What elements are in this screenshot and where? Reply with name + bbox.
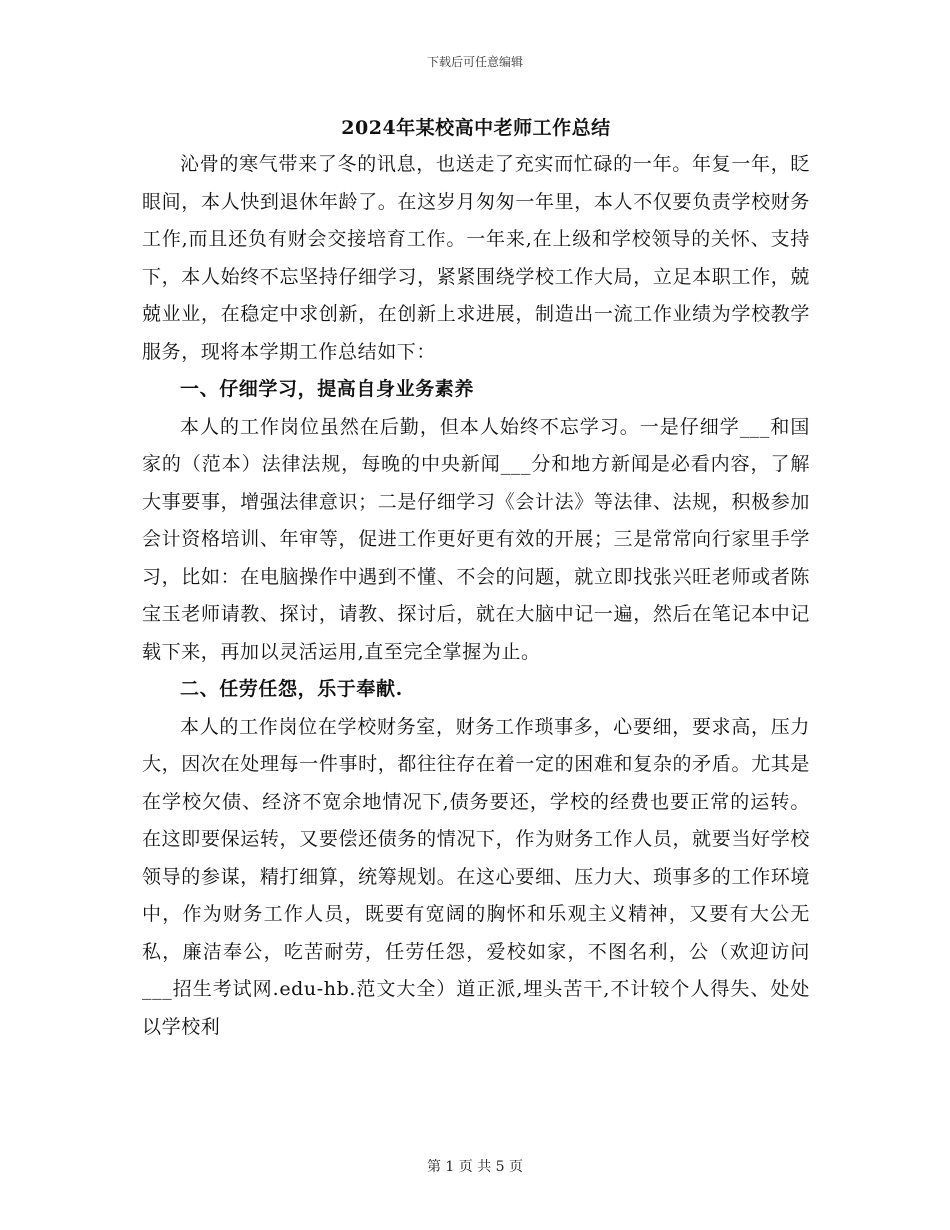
- section-2-heading: 二、任劳任怨，乐于奉献.: [180, 678, 403, 700]
- document-body: [142, 110, 810, 1046]
- section-1-paragraph: 本人的工作岗位虽然在后勤，但本人始终不忘学习。一是仔细学___和国家的（范本）法律法规，每晚的中央新闻___分和地方新闻是必看内容，了解大事要事，增强法律意识；二是仔细学习《会计法》等法律、法规，积极参加会计资格培训、年审等，促进工作更好更有效的开展；三是常常向行家里手学习，比如：在电脑操作中遇到不懂、不会的问题，就立即找张兴旺老师或者陈宝玉老师请教、探讨，请教、探讨后，就在大脑中记一遍，然后在笔记本中记载下来，再加以灵活运用,直至完全掌握为止。: [142, 415, 810, 663]
- page-number: 第 1 页 共 5 页: [426, 1159, 524, 1175]
- page-header-note: 下载后可任意编辑: [426, 55, 523, 69]
- intro-paragraph: 沁骨的寒气带来了冬的讯息，也送走了充实而忙碌的一年。年复一年，眨眼间，本人快到退休年龄了。在这岁月匆匆一年里，本人不仅要负责学校财务工作,而且还负有财会交接培育工作。一年来,在上级和学校领导的关怀、支持下，本人始终不忘坚持仔细学习，紧紧围绕学校工作大局，立足本职工作，兢兢业业，在稳定中求创新，在创新上求进展，制造出一流工作业绩为学校教学服务，现将本学期工作总结如下：: [142, 153, 810, 363]
- section-1-heading: 一、仔细学习，提高自身业务素养: [180, 378, 475, 400]
- section-2-paragraph: 本人的工作岗位在学校财务室，财务工作琐事多，心要细，要求高，压力大，因次在处理每一件事时，都往往存在着一定的困难和复杂的矛盾。尤其是在学校欠债、经济不宽余地情况下,债务要还，学校的经费也要正常的运转。在这即要保运转，又要偿还债务的情况下，作为财务工作人员，就要当好学校领导的参谋，精打细算，统筹规划。在这心要细、压力大、琐事多的工作环境中，作为财务工作人员，既要有宽阔的胸怀和乐观主义精神，又要有大公无私，廉洁奉公，吃苦耐劳，任劳任怨，爱校如家，不图名利，公（欢迎访问___招生考试网.edu-hb.范文大全）道正派,埋头苦干,不计较个人得失、处处以学校利: [142, 715, 810, 1038]
- document-title: 2024年某校高中老师工作总结: [341, 117, 611, 139]
